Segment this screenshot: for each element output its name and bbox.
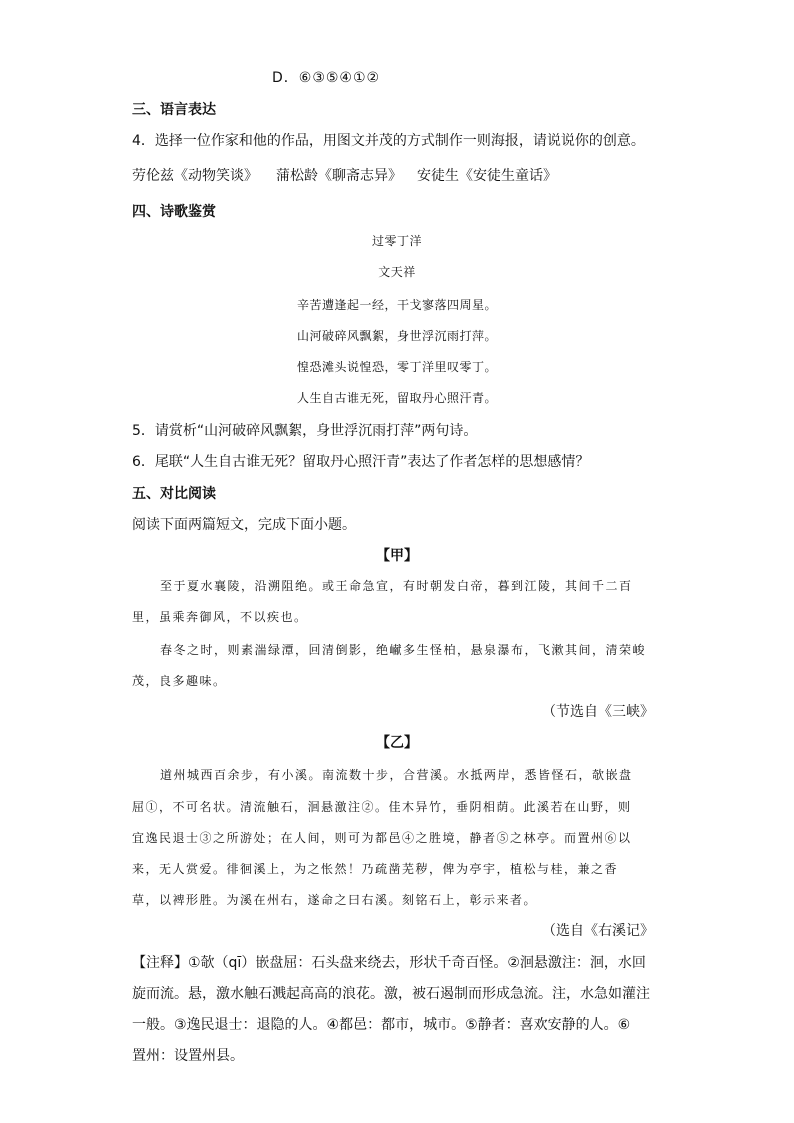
section3-heading: 三、语言表达 (132, 102, 216, 118)
question-4: 4．选择一位作家和他的作品，用图文并茂的方式制作一则海报，请说说你的创意。 (132, 133, 645, 149)
work-3: 安徒生《安徒生童话》 (417, 168, 557, 184)
section4-heading: 四、诗歌鉴赏 (132, 204, 216, 220)
poem-line: 辛苦遭逢起一经，干戈寥落四周星。 (296, 298, 497, 312)
passage-yi-line: 宜逸民退士③之所游处；在人间，则可为都邑④之胜境，静者⑤之林亭。而置州⑥以 (132, 831, 632, 845)
passage-jia-label: 【甲】 (376, 548, 418, 564)
notes-line: 一般。③逸民退士：退隐的人。④都邑：都市，城市。⑤静者：喜欢安静的人。⑥ (132, 1017, 631, 1033)
passage-yi-label: 【乙】 (376, 735, 418, 751)
passage-jia-line: 至于夏水襄陵，沿溯阻绝。或王命急宣，有时朝发白帝，暮到江陵，其间千二百 (160, 579, 633, 593)
question-5: 5．请赏析“山河破碎风飘絮，身世浮沉雨打萍”两句诗。 (132, 423, 478, 439)
passage-yi-line: 来，无人赏爱。徘徊溪上，为之怅然！乃疏凿芜秽，俾为亭宇，植松与桂，兼之香 (132, 862, 619, 876)
notes-line: 【注释】①欹（qī）嵌盘屈：石头盘来绕去，形状千奇百怪。②洄悬激注：洄，水回 (132, 955, 646, 971)
passage-yi-source: （选自《右溪记》 (542, 923, 654, 939)
work-1: 劳伦兹《动物笑谈》 (132, 168, 258, 184)
poem-line: 山河破碎风飘絮，身世浮沉雨打萍。 (296, 329, 497, 343)
question-6: 6．尾联“人生自古谁无死？留取丹心照汗青”表达了作者怎样的思想感情？ (132, 454, 590, 470)
passage-yi-line: 道州城西百余步，有小溪。南流数十步，合营溪。水抵两岸，悉皆怪石，欹嵌盘 (160, 768, 633, 782)
reading-instruction: 阅读下面两篇短文，完成下面小题。 (132, 517, 356, 533)
passage-yi-line: 屈①，不可名状。清流触石，洄悬激注②。佳木异竹，垂阴相荫。此溪若在山野，则 (132, 800, 632, 814)
poem-line: 惶恐滩头说惶恐，零丁洋里叹零丁。 (296, 360, 497, 374)
passage-jia-source: （节选自《三峡》 (542, 704, 654, 720)
passage-jia-line: 里，虽乘奔御风，不以疾也。 (132, 610, 308, 624)
passage-jia-line: 茂，良多趣味。 (132, 674, 227, 688)
section5-heading: 五、对比阅读 (132, 486, 216, 502)
notes-line: 旋而流。悬，激水触石溅起高高的浪花。激，被石遏制而形成急流。注，水急如灌注 (132, 986, 650, 1002)
poem-line: 人生自古谁无死，留取丹心照汗青。 (296, 391, 497, 405)
poem-author: 文天祥 (378, 265, 416, 279)
option-d: D．⑥③⑤④①② (272, 70, 381, 86)
work-2: 蒲松龄《聊斋志异》 (276, 168, 402, 184)
notes-line: 置州：设置州县。 (132, 1048, 244, 1064)
poem-title: 过零丁洋 (371, 234, 422, 248)
passage-yi-line: 草，以裨形胜。为溪在州右，遂命之曰右溪。刻铭石上，彰示来者。 (132, 893, 538, 907)
passage-jia-line: 春冬之时，则素湍绿潭，回清倒影，绝𪩘多生怪柏，悬泉瀑布，飞漱其间，清荣峻 (160, 643, 647, 657)
